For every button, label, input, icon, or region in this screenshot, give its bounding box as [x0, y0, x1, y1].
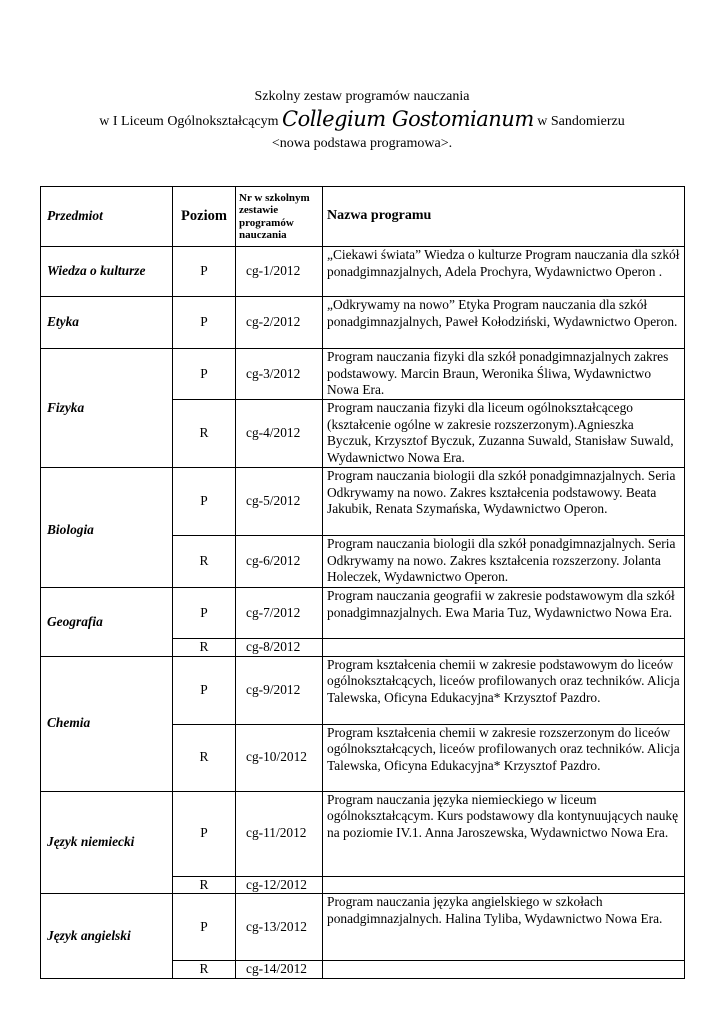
- number-cell: cg-6/2012: [236, 536, 323, 588]
- level-cell: P: [173, 894, 236, 961]
- table-row: [41, 247, 685, 297]
- table-row: [41, 588, 685, 639]
- table-header-row: [41, 187, 685, 247]
- program-name-cell: [323, 639, 685, 657]
- table-row: [41, 468, 685, 536]
- header-number: Nr w szkolnym zestawie programów nauczania: [236, 187, 323, 247]
- programs-table: [40, 186, 685, 979]
- header-school-line: [0, 108, 724, 133]
- header-subject: Przedmiot: [41, 187, 173, 247]
- table-row: [41, 349, 685, 400]
- level-cell: P: [173, 349, 236, 400]
- table-row: [41, 656, 685, 724]
- program-name-cell: Program kształcenia chemii w zakresie podstawowym do liceów ogólnokształcących, liceów profilowanych oraz techników. Alicja Talewska, Oficyna Edukacyjna* Krzysztof Pazdro.: [323, 656, 685, 724]
- header-title: Szkolny zestaw programów nauczania: [254, 89, 470, 104]
- subject-cell: Etyka: [41, 297, 173, 349]
- program-name-cell: Program nauczania biologii dla szkół ponadgimnazjalnych. Seria Odkrywamy na nowo. Zakres kształcenia rozszerzony. Jolanta Holeczek, Wydawnictwo Operon.: [323, 536, 685, 588]
- level-cell: P: [173, 656, 236, 724]
- number-cell: cg-1/2012: [236, 247, 323, 297]
- number-cell: cg-13/2012: [236, 894, 323, 961]
- program-name-cell: Program nauczania fizyki dla liceum ogólnokształcącego (kształcenie ogólne w zakresie rozszerzonym).Agnieszka Byczuk, Krzysztof Byczuk, Zuzanna Suwald, Stanisław Suwald, Wydawnictwo Nowa Era.: [323, 400, 685, 468]
- level-cell: P: [173, 468, 236, 536]
- program-name-cell: Program nauczania języka angielskiego w szkołach ponadgimnazjalnych. Halina Tyliba, Wydawnictwo Nowa Era.: [323, 894, 685, 961]
- program-name-cell: Program nauczania biologii dla szkół ponadgimnazjalnych. Seria Odkrywamy na nowo. Zakres kształcenia podstawowy. Beata Jakubik, Renata Szymańska, Wydawnictwo Operon.: [323, 468, 685, 536]
- header-school-prefix: w I Liceum Ogólnokształcącym: [99, 114, 279, 129]
- program-name-cell: Program kształcenia chemii w zakresie rozszerzonym do liceów ogólnokształcących, liceów profilowanych oraz techników. Alicja Talewska, Oficyna Edukacyjna* Krzysztof Pazdro.: [323, 724, 685, 791]
- header-school-suffix: w Sandomierzu: [537, 114, 625, 129]
- subject-cell: Fizyka: [41, 349, 173, 468]
- header-name: Nazwa programu: [323, 187, 685, 247]
- subject-cell: Wiedza o kulturze: [41, 247, 173, 297]
- program-name-cell: Program nauczania języka niemieckiego w liceum ogólnokształcącym. Kurs podstawowy dla kontynuujących naukę na poziomie IV.1. Anna Jaroszewska, Wydawnictwo Nowa Era.: [323, 791, 685, 876]
- subject-cell: Język niemiecki: [41, 791, 173, 894]
- level-cell: R: [173, 536, 236, 588]
- program-name-cell: „Ciekawi świata” Wiedza o kulturze Program nauczania dla szkół ponadgimnazjalnych, Adela Prochyra, Wydawnictwo Operon .: [323, 247, 685, 297]
- number-cell: cg-7/2012: [236, 588, 323, 639]
- number-cell: cg-12/2012: [236, 876, 323, 894]
- header-level: Poziom: [173, 187, 236, 247]
- program-name-cell: Program nauczania geografii w zakresie podstawowym dla szkół ponadgimnazjalnych. Ewa Maria Tuz, Wydawnictwo Nowa Era.: [323, 588, 685, 639]
- program-name-cell: [323, 876, 685, 894]
- number-cell: cg-10/2012: [236, 724, 323, 791]
- subject-cell: Chemia: [41, 656, 173, 791]
- number-cell: cg-9/2012: [236, 656, 323, 724]
- number-cell: cg-8/2012: [236, 639, 323, 657]
- number-cell: cg-4/2012: [236, 400, 323, 468]
- subject-cell: Język angielski: [41, 894, 173, 979]
- level-cell: P: [173, 791, 236, 876]
- number-cell: cg-14/2012: [236, 961, 323, 979]
- level-cell: P: [173, 247, 236, 297]
- level-cell: R: [173, 400, 236, 468]
- school-name-script: Collegium Gostomianum: [282, 107, 534, 131]
- level-cell: R: [173, 724, 236, 791]
- table-row: [41, 791, 685, 876]
- level-cell: R: [173, 639, 236, 657]
- level-cell: R: [173, 876, 236, 894]
- program-name-cell: Program nauczania fizyki dla szkół ponadgimnazjalnych zakres podstawowy. Marcin Braun, Weronika Śliwa, Wydawnictwo Nowa Era.: [323, 349, 685, 400]
- number-cell: cg-3/2012: [236, 349, 323, 400]
- number-cell: cg-11/2012: [236, 791, 323, 876]
- level-cell: P: [173, 588, 236, 639]
- number-cell: cg-5/2012: [236, 468, 323, 536]
- document-header: [0, 86, 724, 155]
- program-name-cell: [323, 961, 685, 979]
- header-subtitle: <nowa podstawa programowa>.: [271, 136, 453, 151]
- program-name-cell: „Odkrywamy na nowo” Etyka Program nauczania dla szkół ponadgimnazjalnych, Paweł Kołodziński, Wydawnictwo Operon.: [323, 297, 685, 349]
- table-row: [41, 297, 685, 349]
- subject-cell: Biologia: [41, 468, 173, 588]
- level-cell: P: [173, 297, 236, 349]
- number-cell: cg-2/2012: [236, 297, 323, 349]
- table-row: [41, 894, 685, 961]
- subject-cell: Geografia: [41, 588, 173, 657]
- level-cell: R: [173, 961, 236, 979]
